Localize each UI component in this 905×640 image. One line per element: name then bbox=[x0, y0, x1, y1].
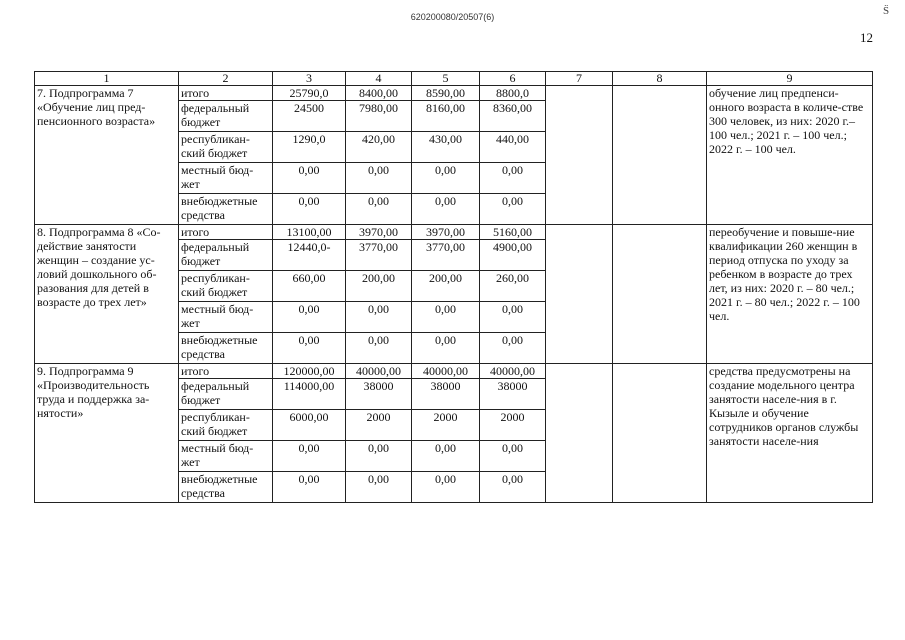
amount-cell: 0,00 bbox=[412, 163, 480, 194]
amount-cell: 38000 bbox=[346, 379, 412, 410]
document-id: 620200080/20507(6) bbox=[410, 12, 495, 22]
empty-cell-col7 bbox=[546, 364, 613, 503]
amount-cell: 40000,00 bbox=[412, 364, 480, 379]
amount-cell: 120000,00 bbox=[273, 364, 346, 379]
header-cell: 9 bbox=[707, 72, 873, 86]
amount-cell: 0,00 bbox=[412, 333, 480, 364]
amount-cell: 1290,0 bbox=[273, 132, 346, 163]
amount-cell: 6000,00 bbox=[273, 410, 346, 441]
amount-cell: 0,00 bbox=[480, 302, 546, 333]
amount-cell: 40000,00 bbox=[346, 364, 412, 379]
result-description: обучение лиц предпенси-онного возраста в количе-стве 300 человек, из них: 2020 г.– 100 чел.; 2021 г. – 100 чел.; 2022 г. – 100 чел. bbox=[707, 86, 873, 225]
table-row bbox=[35, 86, 873, 101]
funding-source: местный бюд-жет bbox=[179, 441, 273, 472]
funding-source: республикан-ский бюджет bbox=[179, 132, 273, 163]
funding-source: местный бюд-жет bbox=[179, 302, 273, 333]
amount-cell: 0,00 bbox=[412, 194, 480, 225]
header-cell: 5 bbox=[412, 72, 480, 86]
amount-cell: 0,00 bbox=[273, 472, 346, 503]
funding-source: внебюджетные средства bbox=[179, 194, 273, 225]
funding-source: итого bbox=[179, 86, 273, 101]
amount-cell: 0,00 bbox=[480, 472, 546, 503]
amount-cell: 13100,00 bbox=[273, 225, 346, 240]
amount-cell: 0,00 bbox=[346, 194, 412, 225]
amount-cell: 7980,00 bbox=[346, 101, 412, 132]
amount-cell: 0,00 bbox=[346, 302, 412, 333]
amount-cell: 4900,00 bbox=[480, 240, 546, 271]
amount-cell: 8590,00 bbox=[412, 86, 480, 101]
amount-cell: 0,00 bbox=[480, 441, 546, 472]
amount-cell: 660,00 bbox=[273, 271, 346, 302]
amount-cell: 0,00 bbox=[273, 302, 346, 333]
header-cell: 4 bbox=[346, 72, 412, 86]
table-row bbox=[35, 225, 873, 240]
amount-cell: 2000 bbox=[346, 410, 412, 441]
amount-cell: 0,00 bbox=[273, 441, 346, 472]
amount-cell: 200,00 bbox=[412, 271, 480, 302]
amount-cell: 0,00 bbox=[346, 441, 412, 472]
result-description: средства предусмотрены на создание модельного центра занятости населе-ния в г. Кызыле и обучение сотрудников органов службы занятости населе-ния bbox=[707, 364, 873, 503]
empty-cell-col8 bbox=[613, 225, 707, 364]
header-cell: 3 bbox=[273, 72, 346, 86]
amount-cell: 0,00 bbox=[346, 163, 412, 194]
page-number: 12 bbox=[860, 30, 873, 45]
amount-cell: 5160,00 bbox=[480, 225, 546, 240]
amount-cell: 12440,0- bbox=[273, 240, 346, 271]
program-name: 8. Подпрограмма 8 «Со-действие занятости женщин – создание ус-ловий дошкольного об-разования для детей в возрасте до трех лет» bbox=[35, 225, 179, 364]
amount-cell: 0,00 bbox=[412, 441, 480, 472]
amount-cell: 420,00 bbox=[346, 132, 412, 163]
amount-cell: 2000 bbox=[480, 410, 546, 441]
funding-source: итого bbox=[179, 225, 273, 240]
amount-cell: 0,00 bbox=[412, 302, 480, 333]
funding-source: федеральный бюджет bbox=[179, 240, 273, 271]
amount-cell: 0,00 bbox=[273, 163, 346, 194]
funding-source: республикан-ский бюджет bbox=[179, 410, 273, 441]
header-cell: 8 bbox=[613, 72, 707, 86]
funding-source: итого bbox=[179, 364, 273, 379]
program-name: 9. Подпрограмма 9 «Производительность труда и поддержка за-нятости» bbox=[35, 364, 179, 503]
amount-cell: 40000,00 bbox=[480, 364, 546, 379]
amount-cell: 24500 bbox=[273, 101, 346, 132]
amount-cell: 114000,00 bbox=[273, 379, 346, 410]
amount-cell: 0,00 bbox=[480, 194, 546, 225]
funding-source: внебюджетные средства bbox=[179, 472, 273, 503]
amount-cell: 38000 bbox=[480, 379, 546, 410]
corner-mark: S̈ bbox=[883, 5, 890, 17]
amount-cell: 25790,0 bbox=[273, 86, 346, 101]
funding-source: республикан-ский бюджет bbox=[179, 271, 273, 302]
program-table bbox=[34, 71, 873, 503]
amount-cell: 8800,0 bbox=[480, 86, 546, 101]
funding-source: федеральный бюджет bbox=[179, 101, 273, 132]
amount-cell: 260,00 bbox=[480, 271, 546, 302]
header-row bbox=[35, 72, 873, 86]
amount-cell: 0,00 bbox=[273, 333, 346, 364]
amount-cell: 0,00 bbox=[346, 472, 412, 503]
amount-cell: 430,00 bbox=[412, 132, 480, 163]
result-description: переобучение и повыше-ние квалификации 260 женщин в период отпуска по уходу за ребенком в возрасте до трех лет, из них: 2020 г. – 80 чел.; 2021 г. – 80 чел.; 2022 г. – 100 чел. bbox=[707, 225, 873, 364]
amount-cell: 0,00 bbox=[412, 472, 480, 503]
amount-cell: 8360,00 bbox=[480, 101, 546, 132]
table-row bbox=[35, 364, 873, 379]
amount-cell: 3770,00 bbox=[346, 240, 412, 271]
amount-cell: 3970,00 bbox=[412, 225, 480, 240]
amount-cell: 0,00 bbox=[346, 333, 412, 364]
empty-cell-col7 bbox=[546, 225, 613, 364]
amount-cell: 440,00 bbox=[480, 132, 546, 163]
header-cell: 1 bbox=[35, 72, 179, 86]
empty-cell-col7 bbox=[546, 86, 613, 225]
empty-cell-col8 bbox=[613, 86, 707, 225]
header-cell: 7 bbox=[546, 72, 613, 86]
funding-source: местный бюд-жет bbox=[179, 163, 273, 194]
amount-cell: 2000 bbox=[412, 410, 480, 441]
empty-cell-col8 bbox=[613, 364, 707, 503]
amount-cell: 8400,00 bbox=[346, 86, 412, 101]
amount-cell: 200,00 bbox=[346, 271, 412, 302]
amount-cell: 0,00 bbox=[273, 194, 346, 225]
header-cell: 6 bbox=[480, 72, 546, 86]
amount-cell: 38000 bbox=[412, 379, 480, 410]
amount-cell: 0,00 bbox=[480, 333, 546, 364]
funding-source: внебюджетные средства bbox=[179, 333, 273, 364]
header-cell: 2 bbox=[179, 72, 273, 86]
amount-cell: 3770,00 bbox=[412, 240, 480, 271]
amount-cell: 0,00 bbox=[480, 163, 546, 194]
program-name: 7. Подпрограмма 7 «Обучение лиц пред-пенсионного возраста» bbox=[35, 86, 179, 225]
amount-cell: 3970,00 bbox=[346, 225, 412, 240]
amount-cell: 8160,00 bbox=[412, 101, 480, 132]
funding-source: федеральный бюджет bbox=[179, 379, 273, 410]
